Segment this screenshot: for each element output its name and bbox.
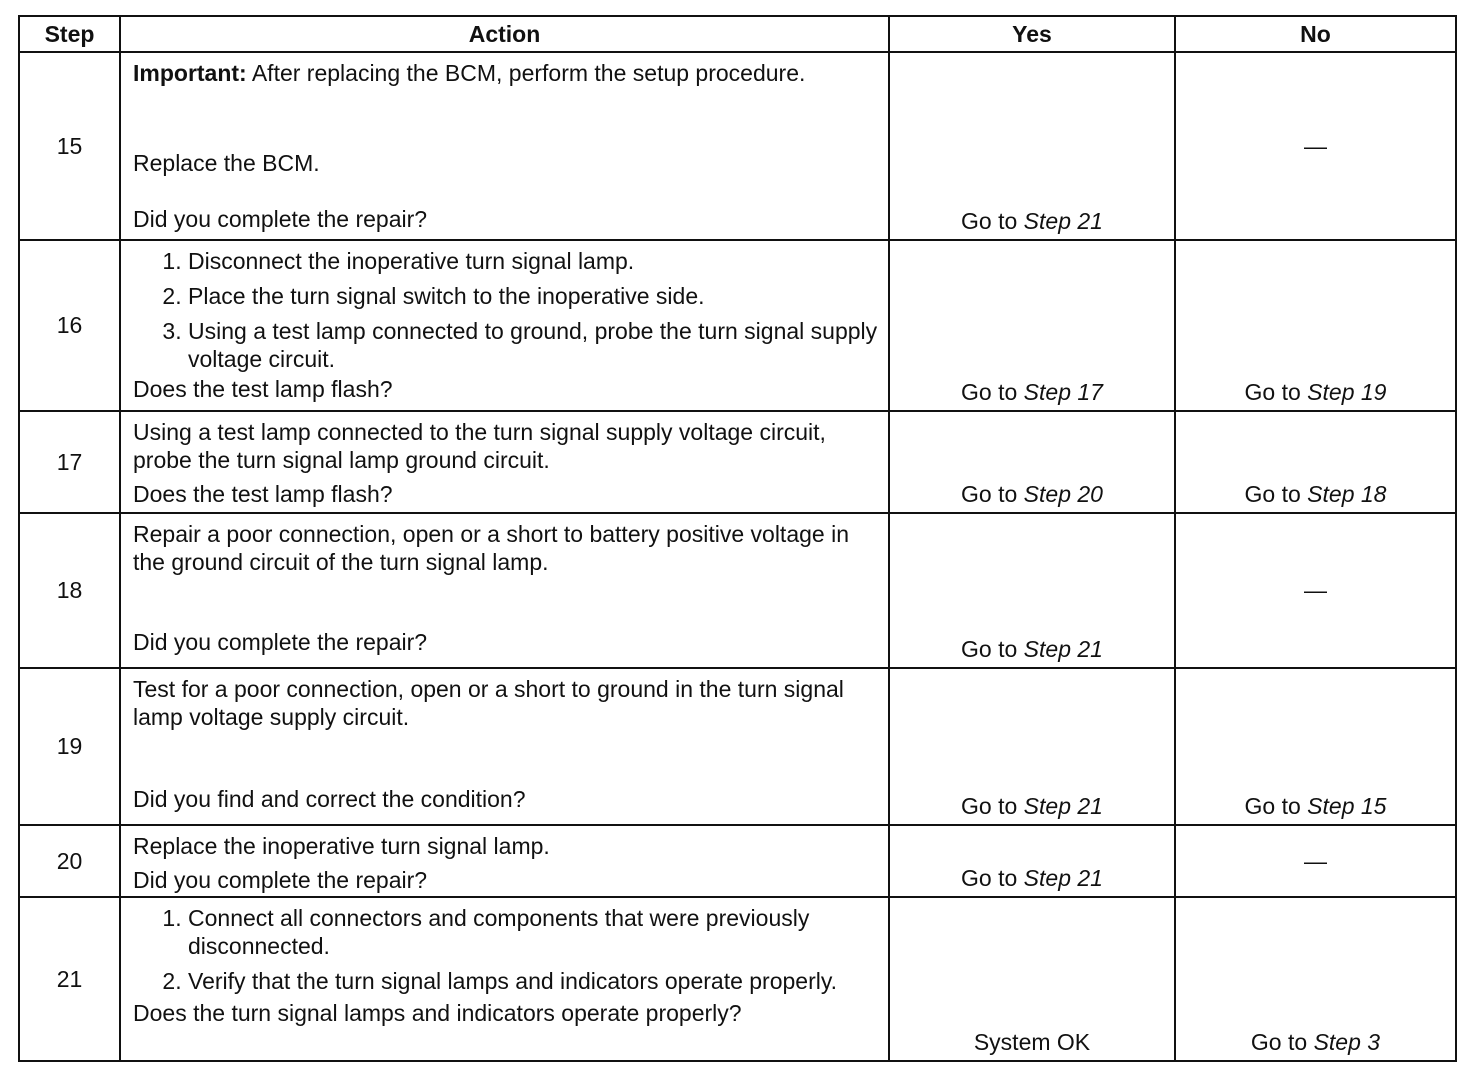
list-item: 3. Using a test lamp connected to ground, probe the turn signal supply voltage circuit.: [188, 317, 878, 373]
yes-prefix: Go to: [961, 636, 1024, 662]
no-cell: [1175, 825, 1456, 897]
yes-cell: [889, 411, 1175, 513]
action-text: Test for a poor connection, open or a short to ground in the turn signal lamp voltage supply circuit.: [133, 676, 844, 730]
table-row: [19, 240, 1456, 411]
action-text: Replace the inoperative turn signal lamp.: [133, 833, 550, 859]
action-cell: [120, 825, 889, 897]
action-list: [133, 247, 878, 373]
yes-cell: [889, 825, 1175, 897]
action-question: Did you complete the repair?: [133, 629, 428, 655]
action-question: Does the test lamp flash?: [133, 376, 393, 402]
action-cell: [120, 513, 889, 668]
step-number: 15: [19, 52, 120, 240]
step-number: 21: [19, 897, 120, 1061]
action-cell: [120, 668, 889, 825]
header-action: Action: [120, 16, 889, 52]
action-cell: [120, 240, 889, 411]
list-item: 1. Disconnect the inoperative turn signal lamp.: [188, 247, 878, 275]
no-prefix: Go to: [1244, 793, 1308, 819]
list-item: 2. Place the turn signal switch to the inoperative side.: [188, 282, 878, 310]
step-number: 16: [19, 240, 120, 411]
yes-prefix: Go to: [961, 793, 1024, 819]
yes-prefix: Go to: [961, 865, 1024, 891]
yes-prefix: Go to: [961, 481, 1024, 507]
yes-prefix: Go to: [961, 208, 1024, 234]
no-cell: [1175, 240, 1456, 411]
no-dash: —: [1304, 577, 1327, 603]
list-item: 2. Verify that the turn signal lamps and indicators operate properly.: [188, 967, 878, 995]
no-cell: [1175, 897, 1456, 1061]
table-row: [19, 897, 1456, 1061]
no-dash: —: [1304, 847, 1327, 874]
action-list: [133, 904, 878, 995]
diagnostic-table: [18, 15, 1457, 1062]
yes-cell: [889, 668, 1175, 825]
no-prefix: Go to: [1244, 481, 1308, 507]
table-row: [19, 668, 1456, 825]
no-step-link: Step 19: [1307, 379, 1387, 405]
no-step-link: Step 3: [1313, 1029, 1381, 1055]
yes-step-link: Step 17: [1023, 379, 1103, 405]
action-text: Repair a poor connection, open or a short to battery positive voltage in the ground circuit of the turn signal lamp.: [133, 521, 849, 575]
yes-cell: [889, 513, 1175, 668]
yes-cell: [889, 240, 1175, 411]
action-question: Did you complete the repair?: [133, 867, 428, 893]
step-number: 19: [19, 668, 120, 825]
action-question: Does the test lamp flash?: [133, 481, 393, 507]
yes-prefix: Go to: [961, 379, 1024, 405]
no-dash: —: [1304, 132, 1327, 159]
action-cell: [120, 411, 889, 513]
table-row: [19, 825, 1456, 897]
yes-step-link: Step 21: [1023, 636, 1103, 662]
important-text: After replacing the BCM, perform the setup procedure.: [246, 60, 806, 86]
step-number: 17: [19, 411, 120, 513]
no-step-link: Step 15: [1307, 793, 1387, 819]
header-yes: Yes: [889, 16, 1175, 52]
list-item: 1. Connect all connectors and components that were previously disconnected.: [188, 904, 878, 960]
no-cell: [1175, 513, 1456, 668]
yes-cell: [889, 52, 1175, 240]
table-header-row: [19, 16, 1456, 52]
important-label: Important:: [133, 60, 247, 86]
yes-cell: System OK: [889, 897, 1175, 1061]
action-cell: [120, 897, 889, 1061]
action-question: Does the turn signal lamps and indicators operate properly?: [133, 1000, 742, 1026]
no-prefix: Go to: [1244, 379, 1308, 405]
header-step: Step: [19, 16, 120, 52]
step-number: 20: [19, 825, 120, 897]
table-row: [19, 52, 1456, 240]
yes-step-link: Step 21: [1023, 208, 1103, 234]
action-question: Did you complete the repair?: [133, 206, 428, 232]
action-text: Replace the BCM.: [133, 150, 320, 176]
yes-step-link: Step 20: [1023, 481, 1103, 507]
action-question: Did you find and correct the condition?: [133, 786, 526, 812]
yes-step-link: Step 21: [1023, 793, 1103, 819]
yes-step-link: Step 21: [1023, 865, 1103, 891]
action-cell: [120, 52, 889, 240]
important-note: [133, 59, 878, 87]
no-cell: [1175, 52, 1456, 240]
step-number: 18: [19, 513, 120, 668]
header-no: No: [1175, 16, 1456, 52]
no-cell: [1175, 668, 1456, 825]
table-row: [19, 411, 1456, 513]
table-row: [19, 513, 1456, 668]
no-prefix: Go to: [1250, 1029, 1314, 1055]
no-step-link: Step 18: [1307, 481, 1387, 507]
action-text: Using a test lamp connected to the turn signal supply voltage circuit, probe the turn signal lamp ground circuit.: [133, 419, 826, 473]
no-cell: [1175, 411, 1456, 513]
